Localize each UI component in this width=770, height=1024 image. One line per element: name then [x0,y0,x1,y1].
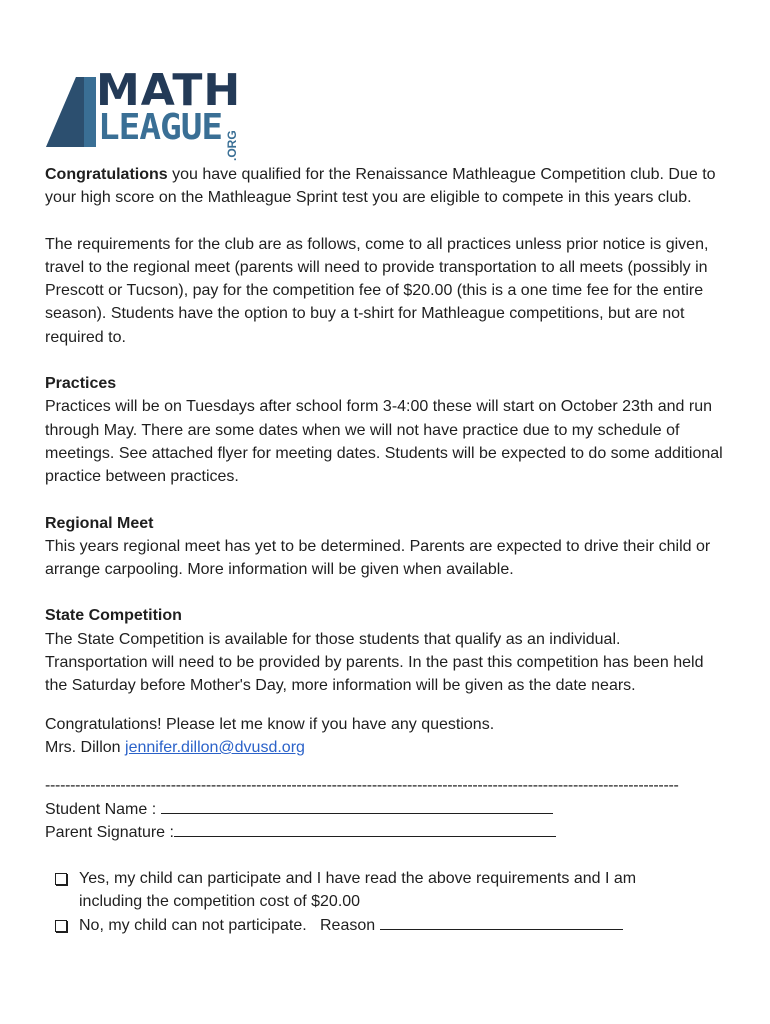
letter-body [45,163,725,937]
closing-line: Congratulations! Please let me know if you have any questions. [45,715,495,733]
checkbox-no[interactable] [55,920,67,932]
checkbox-yes[interactable] [55,873,67,885]
option-yes [55,867,725,914]
intro-bold-lead: Congratulations [45,166,168,183]
practices-heading: Practices [45,375,117,393]
intro-text: you have qualified for the Renaissance Mathleague Competition club. Due to your high score on the Mathleague Sprint test you are eligible to compete in this years club. [45,166,716,207]
intro-paragraph [45,163,725,210]
practices-paragraph: Practices will be on Tuesdays after school form 3-4:00 these will start on October 23th and run through May. There are some dates when we will not have practice due to my schedule of meetings. See attached flyer for meeting dates. Students will be expected to do some additional practice between practices. [45,398,723,486]
option-no-text [79,914,623,937]
option-no [55,914,725,937]
parent-signature-row [45,821,725,844]
mathleague-logo [44,65,249,161]
student-name-row [45,798,725,821]
cut-divider: ------------------------------------------------------------------------------------------------------------------------------ [45,777,679,795]
signature-line [45,736,725,759]
signer-name: Mrs. Dillon [45,738,126,756]
regional-paragraph: This years regional meet has yet to be determined. Parents are expected to drive their child or arrange carpooling. More information will be given when available. [45,537,711,579]
parent-signature-field[interactable] [174,822,556,837]
regional-heading: Regional Meet [45,514,154,532]
participation-options [55,867,725,937]
logo-league-text: LEAGUE [98,107,223,148]
requirements-paragraph: The requirements for the club are as follows, come to all practices unless prior notice is given, travel to the regional meet (parents will need to provide transportation to all meets (possibly in Prescott or Tucson), pay for the competition fee of $20.00 (this is a one time fee for the entire season). Students have the option to buy a t-shirt for Mathleague competitions, but are not required to. [45,235,709,346]
state-heading: State Competition [45,607,182,625]
option-no-label: No, my child can not participate. Reason [79,916,380,934]
student-name-label: Student Name : [45,800,161,818]
logo-math-text: MATH [96,65,242,116]
state-paragraph: The State Competition is available for those students that qualify as an individual. Transportation will need to be provided by parents. In the past this competition has been held the Saturday before Mother's Day, more information will be given as the date nears. [45,630,704,695]
logo-org-text: .ORG [225,130,239,161]
student-name-field[interactable] [161,799,553,814]
parent-signature-label: Parent Signature : [45,823,174,841]
option-yes-label: Yes, my child can participate and I have read the above requirements and I am including the competition cost of $20.00 [79,870,637,911]
reason-field[interactable] [380,915,623,930]
email-link[interactable]: jennifer.dillon@dvusd.org [125,738,305,756]
logo-triangle-icon [44,75,104,150]
